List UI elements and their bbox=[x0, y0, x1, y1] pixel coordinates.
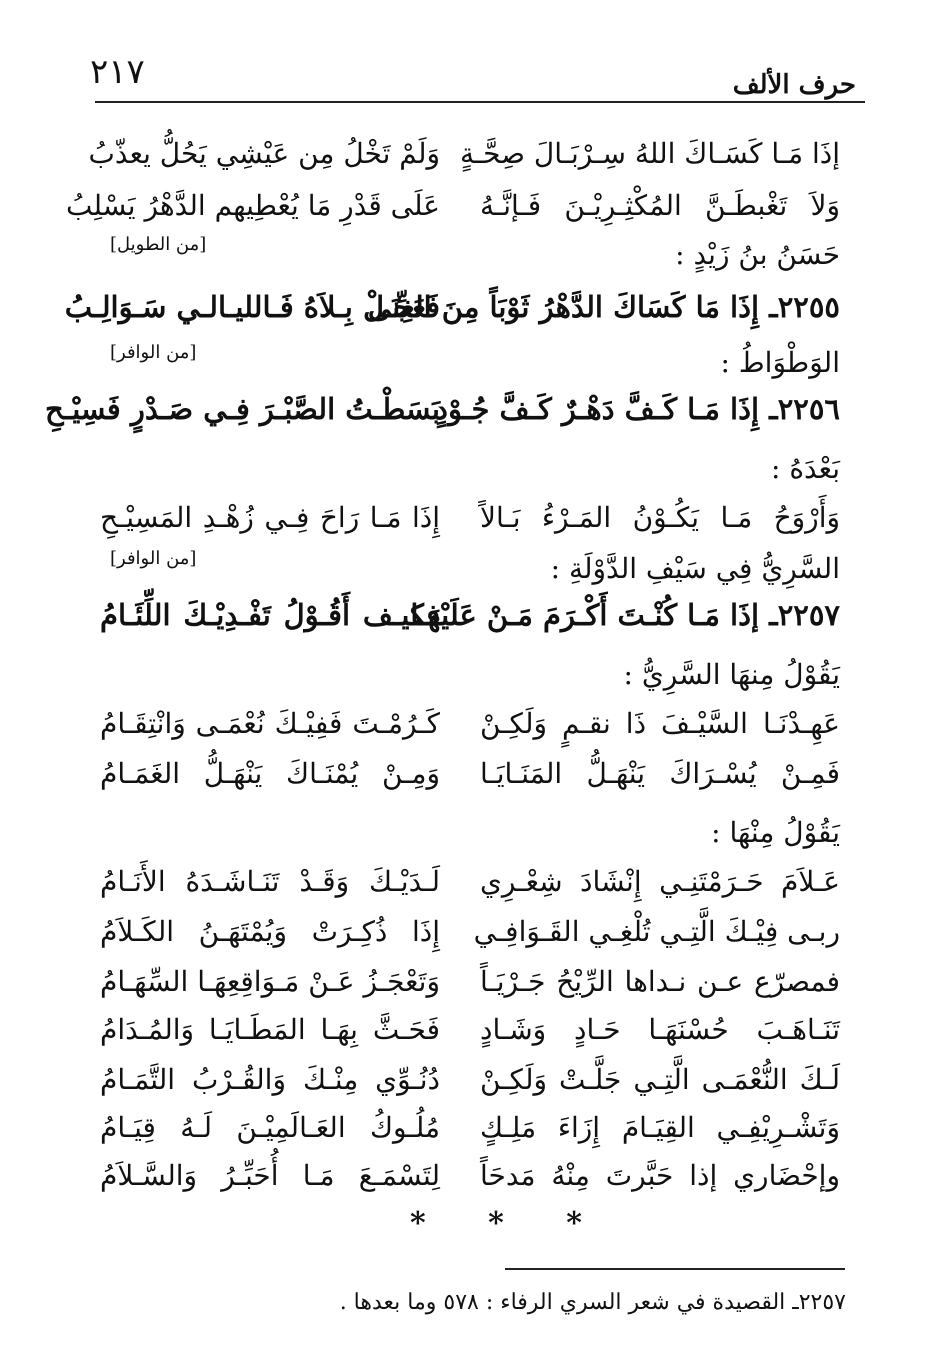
second-hemistich: لِتَسْمَـعَ مَـا أُحَبِّـرُ وَالسَّـلاَمُ bbox=[100, 1158, 440, 1192]
second-hemistich: وَتَعْجَـزُ عَـنْ مَـوَاقِعِهَـا السِّهَـامُ bbox=[100, 964, 440, 998]
verse-line bbox=[100, 906, 840, 956]
verse-line bbox=[100, 856, 840, 906]
poet-label: يَقُوْلُ مِنْهَا : bbox=[711, 816, 840, 849]
verse-line bbox=[88, 128, 840, 178]
first-hemistich: وإحْضَاري إذا حَبَّرتَ مِنْهُ مَدحَاً bbox=[480, 1158, 840, 1192]
first-hemistich: فمصرّع عـن نـداها الرِّيْحُ جَـرْيَـاً bbox=[480, 964, 840, 998]
verse-line bbox=[100, 1102, 840, 1152]
footnote: ٢٢٥٧ـ القصيدة في شعر السري الرفاء : ٥٧٨ وما بعدها . bbox=[339, 1290, 846, 1315]
verse-line bbox=[64, 282, 840, 332]
meter-label: [من الوافر] bbox=[110, 342, 197, 363]
first-hemistich: تَنَـاهَـبَ حُسْنَهَـا حَـادٍ وَشَـادٍ bbox=[480, 1012, 840, 1046]
page-number: ٢١٧ bbox=[90, 52, 145, 92]
first-hemistich: إذَا مَـا كَسَـاكَ اللهُ سِـرْبَـالَ صِحَّـةٍ bbox=[459, 136, 840, 170]
first-hemistich: وَتَشْـرِيْفِـي القِيَـامَ إِزَاءَ مَلِـكٍ bbox=[480, 1110, 840, 1144]
poet-label: بَعْدَهُ : bbox=[770, 452, 840, 485]
verse-line bbox=[100, 590, 840, 640]
verse-line bbox=[45, 384, 840, 434]
section-separator: * * * bbox=[410, 1206, 608, 1241]
verse-line bbox=[100, 1004, 840, 1054]
first-hemistich: ٢٢٥٦ـ إِذَا مَـا كَـفَّ دَهْـرٌ كَـفَّ جُـوْدٍ bbox=[435, 392, 840, 426]
verse-line bbox=[66, 180, 840, 230]
verse-line bbox=[100, 748, 840, 798]
first-hemistich: فَمِـنْ يُسْـرَاكَ يَنْهَـلُّ المَنَـايَـا bbox=[480, 756, 840, 790]
second-hemistich: بَسَطْـتُ الصَّبْـرَ فِـي صَـدْرٍ فَسِيْـحِ bbox=[45, 392, 440, 426]
second-hemistich: وَلَمْ تَخْلُ مِن عَيْشِي يَحُلُّ يعذّبُ bbox=[88, 136, 440, 170]
poet-label: الوَطْوَاطُ : bbox=[720, 346, 840, 379]
poet-label: يَقُوْلُ مِنهَا السَّرِيُّ : bbox=[623, 658, 840, 691]
verse-line bbox=[100, 698, 840, 748]
second-hemistich: مُلُـوكُ العَـالَمِيْـنَ لَـهُ قِيَـامُ bbox=[100, 1110, 440, 1144]
verse-line bbox=[100, 956, 840, 1006]
second-hemistich: إِذَا ذُكِـرَتْ وَيُمْتَهَـنُ الكَـلاَمُ bbox=[100, 914, 440, 948]
first-hemistich: ٢٢٥٥ـ إِذَا مَا كَسَاكَ الدَّهْرُ ثَوْبَاً مِنَ الغِنَى bbox=[367, 290, 840, 324]
second-hemistich: دُنُـوِّي مِنْـكَ وَالقُـرْبُ التَّمَـامُ bbox=[100, 1062, 440, 1096]
chapter-header: حرف الألف bbox=[732, 70, 856, 100]
first-hemistich: عَهِـدْنَـا السَّيْـفَ ذَا نقـمٍ وَلَكِـنْ bbox=[480, 706, 840, 740]
second-hemistich: فكيـف أَقُـوْلُ تَفْـدِيْـكَ اللِّئَـامُ bbox=[100, 598, 440, 632]
verse-line bbox=[100, 1054, 840, 1104]
second-hemistich: فَحَـثَّ بِهَـا المَطَـايَـا وَالمُـدَامُ bbox=[100, 1012, 440, 1046]
second-hemistich: كَـرُمْـتَ فَفِيْـكَ نُعْمَـى وَانْتِقَـامُ bbox=[100, 706, 440, 740]
first-hemistich: ربـى فِيْـكَ الَّتِـي تُلْغِـي القَـوَافِـي bbox=[473, 914, 840, 948]
poet-label: حَسَنُ بنُ زَيْدٍ : bbox=[675, 238, 840, 271]
poet-label: السَّرِيُّ فِي سَيْفِ الدَّوْلَةِ : bbox=[550, 552, 840, 585]
first-hemistich: وَأَرْوَحُ مَـا يَكُـوْنُ المَـرْءُ بَـالاً bbox=[480, 500, 840, 534]
header-rule bbox=[95, 101, 865, 103]
verse-line bbox=[100, 1150, 840, 1200]
footnote-rule bbox=[505, 1268, 845, 1270]
first-hemistich: لَـكَ النُّعْمَـى الَّتِـي جَلَّـتْ وَلَكِـنْ bbox=[480, 1062, 840, 1096]
meter-label: [من الطويل] bbox=[110, 234, 207, 255]
verse-line bbox=[100, 492, 840, 542]
second-hemistich: فَعَجِّـلْ بِـلاَهُ فَـالليـالـي سَـوَالِـبُ bbox=[64, 290, 440, 324]
second-hemistich: وَمِـنْ يُمْنَـاكَ يَنْهَـلُّ الغَمَـامُ bbox=[100, 756, 440, 790]
second-hemistich: إِذَا مَـا رَاحَ فِـي زُهْـدِ المَسِيْـحِ bbox=[100, 500, 440, 534]
second-hemistich: عَلَى قَدْرِ مَا يُعْطِيهم الدَّهْرُ يَسْلِبُ bbox=[66, 188, 440, 222]
first-hemistich: ٢٢٥٧ـ إذَا مَـا كُنْـتَ أَكْـرَمَ مَـنْ عَلَيْهَـا bbox=[410, 598, 840, 632]
second-hemistich: لَـدَيْـكَ وَقَـدْ تَنَـاشَـدَهُ الأَنَـامُ bbox=[100, 864, 440, 898]
meter-label: [من الوافر] bbox=[110, 548, 197, 569]
first-hemistich: عَـلاَمَ حَـرَمْتَنِـي إِنْشَادَ شِعْـرِي bbox=[480, 864, 840, 898]
first-hemistich: وَلاَ تَغْبطَـنَّ المُكْثِـرِيْـنَ فَـإنَّـهُ bbox=[480, 188, 840, 222]
